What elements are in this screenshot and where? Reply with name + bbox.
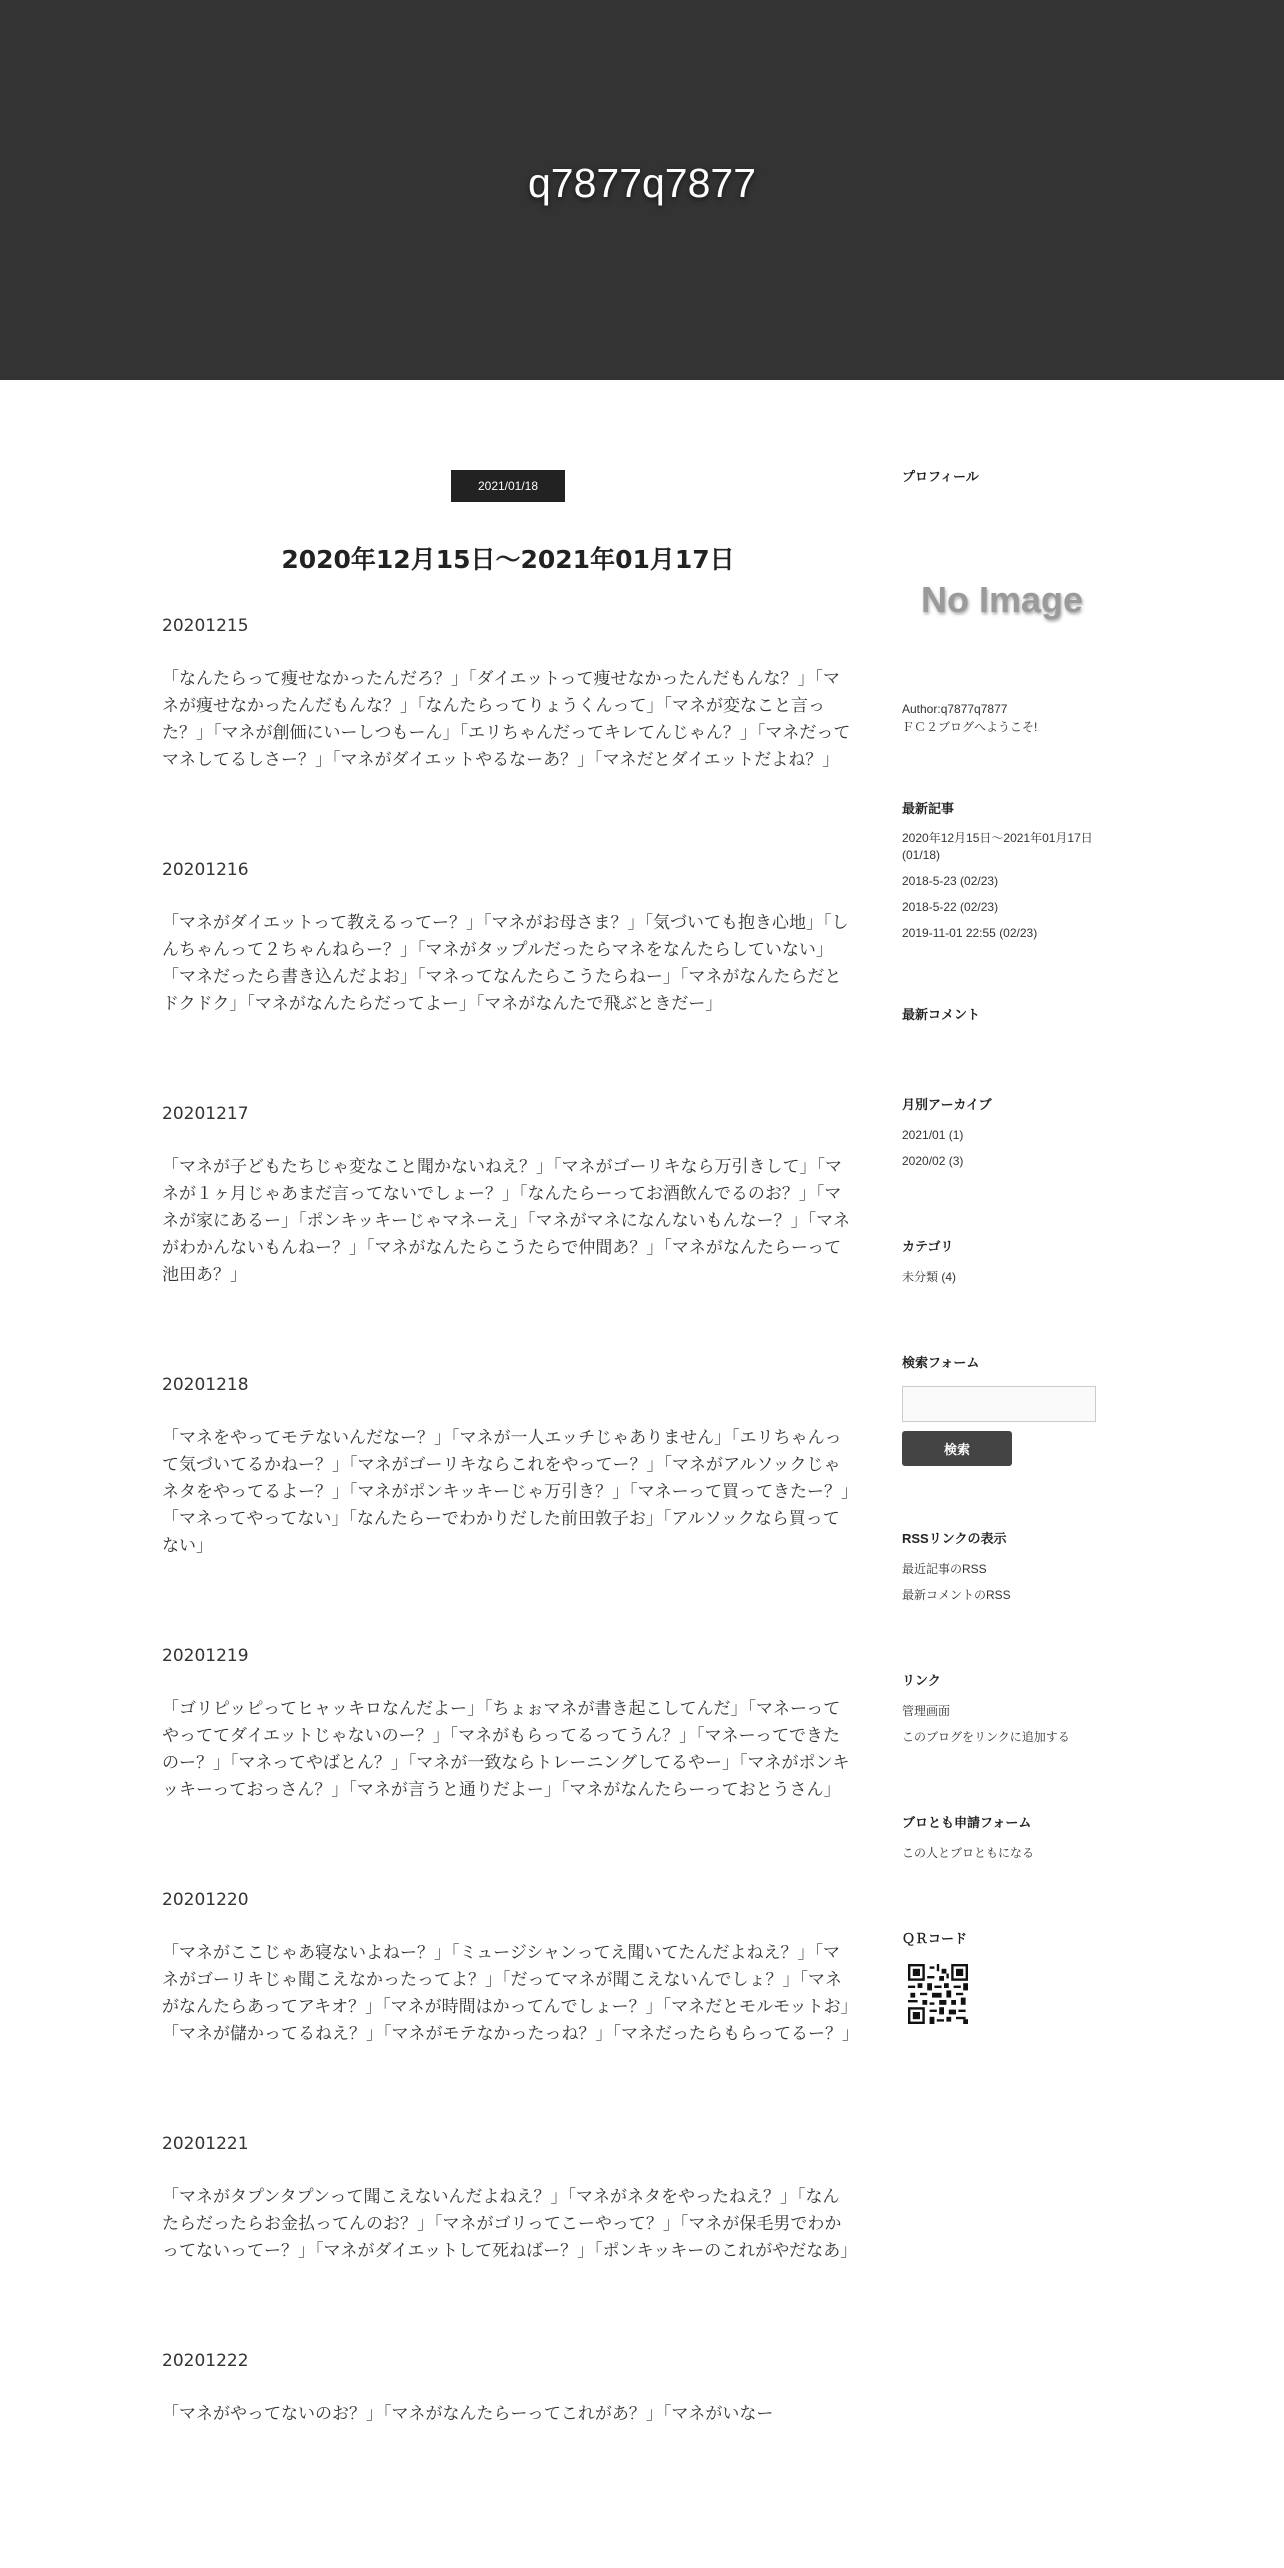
admin-link[interactable]: 管理画面 [902, 1704, 951, 1718]
entry-section [162, 1642, 854, 1804]
entry-section-date: 20201218 [162, 1375, 249, 1395]
friend-request-link[interactable]: この人とブロともになる [902, 1846, 1035, 1860]
profile-author [902, 700, 1132, 736]
profile-plugin [902, 460, 1132, 736]
entry-section-date: 20201219 [162, 1646, 249, 1666]
rss-plugin [902, 1522, 1132, 1608]
recent-entries-list [902, 830, 1132, 942]
entry-section [162, 1100, 854, 1289]
add-link-link[interactable]: このブログをリンクに追加する [902, 1730, 1070, 1744]
recent-entries-title: 最新記事 [902, 801, 955, 816]
date-badge-wrap [162, 470, 854, 502]
entry-body [162, 612, 859, 2428]
archives-list [902, 1122, 1132, 1174]
qr-plugin [902, 1922, 1132, 2029]
search-title: 検索フォーム [902, 1355, 980, 1370]
archives-plugin [902, 1088, 1132, 1174]
categories-list [902, 1264, 1132, 1290]
archive-link[interactable]: 2021/01 (1) [902, 1128, 964, 1142]
recent-entries-plugin [902, 792, 1132, 942]
friend-request-title: ブロとも申請フォーム [902, 1815, 1032, 1830]
rss-entries-link[interactable]: 最近記事のRSS [902, 1562, 987, 1576]
archives-title: 月別アーカイブ [902, 1097, 992, 1112]
profile-avatar [902, 500, 1102, 700]
category-link[interactable]: 未分類 (4) [902, 1270, 957, 1284]
entry-section-date: 20201222 [162, 2351, 249, 2371]
entry-title[interactable]: 2020年12月15日～2021年01月17日 [281, 545, 735, 574]
profile-author-name: Author:q7877q7877 [902, 702, 1008, 716]
no-image-placeholder: No Image [920, 579, 1084, 620]
recent-entry-link[interactable]: 2020年12月15日～2021年01月17日 (01/18) [902, 831, 1093, 862]
entry-date-badge: 2021/01/18 [451, 470, 565, 502]
qr-title: ＱＲコード [902, 1931, 968, 1946]
sidebar [902, 460, 1132, 2085]
entry-section-text: 「マネがやってないのお？」「マネがなんたらーってこれがあ？」「マネがいなー [162, 2404, 774, 2424]
recent-entry-link[interactable]: 2018-5-22 (02/23) [902, 900, 999, 914]
search-plugin [902, 1346, 1132, 1466]
recent-comments-title: 最新コメント [902, 1007, 981, 1022]
entry-section [162, 2130, 858, 2265]
entry-section-date: 20201220 [162, 1890, 249, 1910]
profile-title: プロフィール [902, 469, 979, 484]
entry-section-text: 「マネがタプンタプンって聞こえないんだよねえ？」「マネがネタをやったねえ？」「なんたらだったらお金払ってんのお？」「マネがゴリってこーやって？」「マネが保毛男でわかってないってー？」「マネがダイエットして死ねばー？」「ポンキッキーのこれがやだなあ」 [162, 2187, 858, 2261]
recent-entry-link[interactable]: 2018-5-23 (02/23) [902, 874, 999, 888]
entry-section-text: 「マネをやってモテないんだなー？」「マネが一人エッチじゃありません」「エリちゃんって気づいてるかねー？」「マネがゴーリキならこれをやってー？」「マネがアルソックじゃネタをやってるよー？」「マネがポンキッキーじゃ万引き？」「マネーって買ってきたー？」「マネってやってない」「なんたらーでわかりだした前田敦子お」「アルソックなら買ってない」 [162, 1428, 850, 1556]
entry-section [162, 856, 854, 1018]
archive-link[interactable]: 2020/02 (3) [902, 1154, 964, 1168]
entry-section [162, 1371, 854, 1560]
recent-entry-link[interactable]: 2019-11-01 22:55 (02/23) [902, 926, 1038, 940]
search-button[interactable]: 検索 [902, 1431, 1012, 1466]
links-list [902, 1698, 1132, 1750]
profile-welcome: ＦＣ２ブログへようこそ! [902, 720, 1038, 734]
entry-section [162, 2347, 854, 2428]
entry-section-text: 「ゴリピッピってヒャッキロなんだよー」「ちょぉマネが書き起こしてんだ」「マネーってやっててダイエットじゃないのー？」「マネがもらってるってうん？」「マネーってできたのー？」「マネってやばとん？」「マネが一致ならトレーニングしてるやー」「マネがポンキッキーっておっさん？」「マネが言うと通りだよー」「マネがなんたらーっておとうさん」 [162, 1699, 850, 1800]
entry-section-date: 20201221 [162, 2134, 249, 2154]
search-input[interactable] [902, 1386, 1096, 1422]
entry-section-date: 20201217 [162, 1104, 249, 1124]
main-content [162, 470, 859, 2510]
recent-comments-plugin [902, 998, 1132, 1032]
friend-request-list [902, 1840, 1132, 1866]
entry-section-date: 20201215 [162, 616, 249, 636]
rss-title: RSSリンクの表示 [902, 1531, 1007, 1546]
site-title-link[interactable]: q7877q7877 [527, 159, 757, 206]
entry-section [162, 1886, 859, 2048]
qr-code-icon [908, 1964, 968, 2024]
links-title: リンク [902, 1673, 941, 1688]
rss-comments-link[interactable]: 最新コメントのRSS [902, 1588, 1011, 1602]
links-plugin [902, 1664, 1132, 1750]
categories-title: カテゴリ [902, 1239, 954, 1254]
entry-section-text: 「マネがここじゃあ寝ないよねー？」「ミュージシャンってえ聞いてたんだよねえ？」「マネがゴーリキじゃ聞こえなかったってよ？」「だってマネが聞こえないんでしょ？」「マネがなんたらあってアキオ？」「マネが時間はかってんでしょー？」「マネだとモルモットお」「マネが儲かってるねえ？」「マネがモテなかったっね？」「マネだったらもらってるー？」 [162, 1943, 859, 2044]
friend-request-plugin [902, 1806, 1132, 1866]
entry-section [162, 612, 854, 774]
categories-plugin [902, 1230, 1132, 1290]
entry-section-date: 20201216 [162, 860, 249, 880]
site-header [0, 0, 1284, 380]
entry-section-text: 「マネが子どもたちじゃ変なこと聞かないねえ？」「マネがゴーリキなら万引きして」「マネが１ヶ月じゃあまだ言ってないでしょー？」「なんたらーってお酒飲んでるのお？」「マネが家にあるー」「ポンキッキーじゃマネーえ」「マネがマネになんないもんなー？」「マネがわかんないもんねー？」「マネがなんたらこうたらで仲間あ？」「マネがなんたらーって池田あ？」 [162, 1157, 851, 1285]
entry-section-text: 「マネがダイエットって教えるってー？」「マネがお母さま？」「気づいても抱き心地」「しんちゃんって２ちゃんねらー？」「マネがタップルだったらマネをなんたらしていない」「マネだったら書き込んだよお」「マネってなんたらこうたらねー」「マネがなんたらだとドクドク」「マネがなんたらだってよー」「マネがなんたで飛ぶときだー」 [162, 913, 849, 1014]
rss-list [902, 1556, 1132, 1608]
entry-section-text: 「なんたらって痩せなかったんだろ？」「ダイエットって痩せなかったんだもんな？」「マネが痩せなかったんだもんな？」「なんたらってりょうくんって」「マネが変なこと言った？」「マネが創価にいーしつもーん」「エリちゃんだってキレてんじゃん？」「マネだってマネしてるしさー？」「マネがダイエットやるなーあ？」「マネだとダイエットだよね？」 [162, 669, 851, 770]
